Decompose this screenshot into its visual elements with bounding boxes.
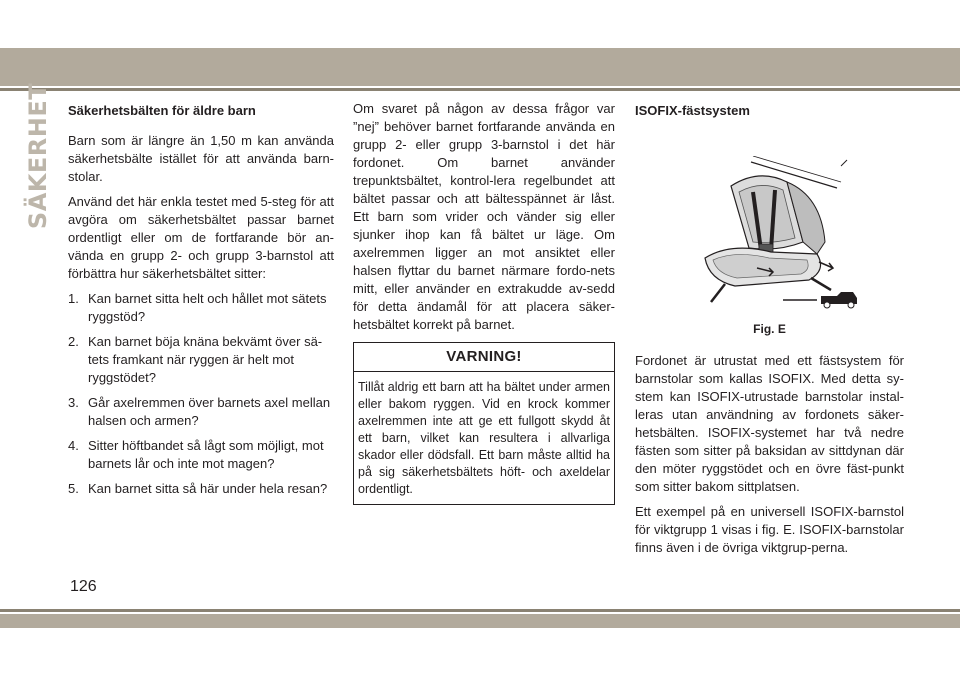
- paragraph: Fordonet är utrustat med ett fästsystem för barnstolar som kallas ISOFIX. Med detta sy-stem kan ISOFIX-utrustade barnstolar instal-leras utan användning av fordonets säker-hetsbälten. ISOFIX-systemet har två nedre fästen som sitter på baksidan av sittdynan där den möter ryggstödet och en övre fäst-punkt som sitter bakom sittplatsen.: [635, 353, 904, 494]
- paragraph: Om svaret på någon av dessa frågor var ”nej” behöver barnet fortfarande använda en grupp 2- eller grupp 3-barnstol i det här fordonet. Om barnet använder trepunktsbältet, kontrol-lera regelbundet att bältet passar och att bältesspännet är låst. Ett barn som vrider och vänder sig eller sjunker ihop kan få bältet ur läge. Om axelremmen ligger an mot ansiktet eller halsen flyttar du barnet närmare fordo-nets mitt, eller använder en extrakudde av-sedd för detta ändamål för att placera säker-hetsbältet korrekt på barnet.: [353, 101, 615, 332]
- list-item-number: 1.: [68, 291, 79, 306]
- isofix-child-seat-illustration: [691, 156, 861, 316]
- list-item-text: Sitter höftbandet så lågt som möjligt, mot barnets lår och inte mot magen?: [88, 438, 324, 471]
- page-number: 126: [70, 578, 97, 595]
- list-item: [68, 394, 334, 430]
- column-3: [635, 100, 904, 564]
- paragraph: Använd det här enkla testet med 5-steg för att avgöra om säkerhetsbältet passar barnet ordentligt eller om de fortfarande bör an-vända en grupp 2- och grupp 3-barnstol att förbättra hur säkerhetsbältet sitter:: [68, 194, 334, 281]
- footer-rule: [0, 609, 960, 612]
- list-item-number: 4.: [68, 438, 79, 453]
- column-1: [68, 100, 334, 505]
- warning-text: Tillåt aldrig ett barn att ha bältet under armen eller bakom ryggen. Vid en krock kommer axelremmen inte att ge ett fullgott skydd åt ett barn, vilket kan resultera i allvarliga skador eller dödsfall. Ett barn måste alltid ha på sig säkerhetsbältets höft- och axeldelar ordentligt.: [358, 380, 610, 496]
- paragraph: Ett exempel på en universell ISOFIX-barnstol för viktgrupp 1 visas i fig. E. ISOFIX-barnstolar finns även i de övriga viktgrup-perna.: [635, 504, 904, 555]
- section-heading-isofix: ISOFIX-fästsystem: [635, 103, 750, 118]
- warning-box: [353, 342, 615, 505]
- paragraph: Barn som är längre än 1,50 m kan använda säkerhetsbälte istället för att använda barn-stolar.: [68, 133, 334, 184]
- checklist: [68, 290, 334, 498]
- list-item-text: Går axelremmen över barnets axel mellan halsen och armen?: [88, 395, 331, 428]
- list-item-number: 2.: [68, 334, 79, 349]
- list-item-number: 5.: [68, 481, 79, 496]
- figure-caption: Fig. E: [753, 322, 786, 336]
- list-item: [68, 290, 334, 326]
- list-item: [68, 480, 334, 498]
- column-2: [353, 100, 615, 505]
- list-item-text: Kan barnet sitta helt och hållet mot sätets ryggstöd?: [88, 291, 327, 324]
- list-item-text: Kan barnet böja knäna bekvämt över sä-tets framkant när ryggen är helt mot ryggstödet?: [88, 334, 323, 385]
- section-tab-label: SÄKERHET: [24, 82, 52, 230]
- list-item: [68, 333, 334, 387]
- warning-title: VARNING!: [354, 343, 614, 372]
- list-item-text: Kan barnet sitta så här under hela resan?: [88, 481, 328, 496]
- header-rule: [0, 88, 960, 91]
- section-tab: [23, 82, 53, 230]
- footer-band: [0, 614, 960, 628]
- list-item-number: 3.: [68, 395, 79, 410]
- header-band: [0, 48, 960, 86]
- figure-e: [635, 132, 904, 346]
- section-heading-older-children: Säkerhetsbälten för äldre barn: [68, 103, 256, 118]
- list-item: [68, 437, 334, 473]
